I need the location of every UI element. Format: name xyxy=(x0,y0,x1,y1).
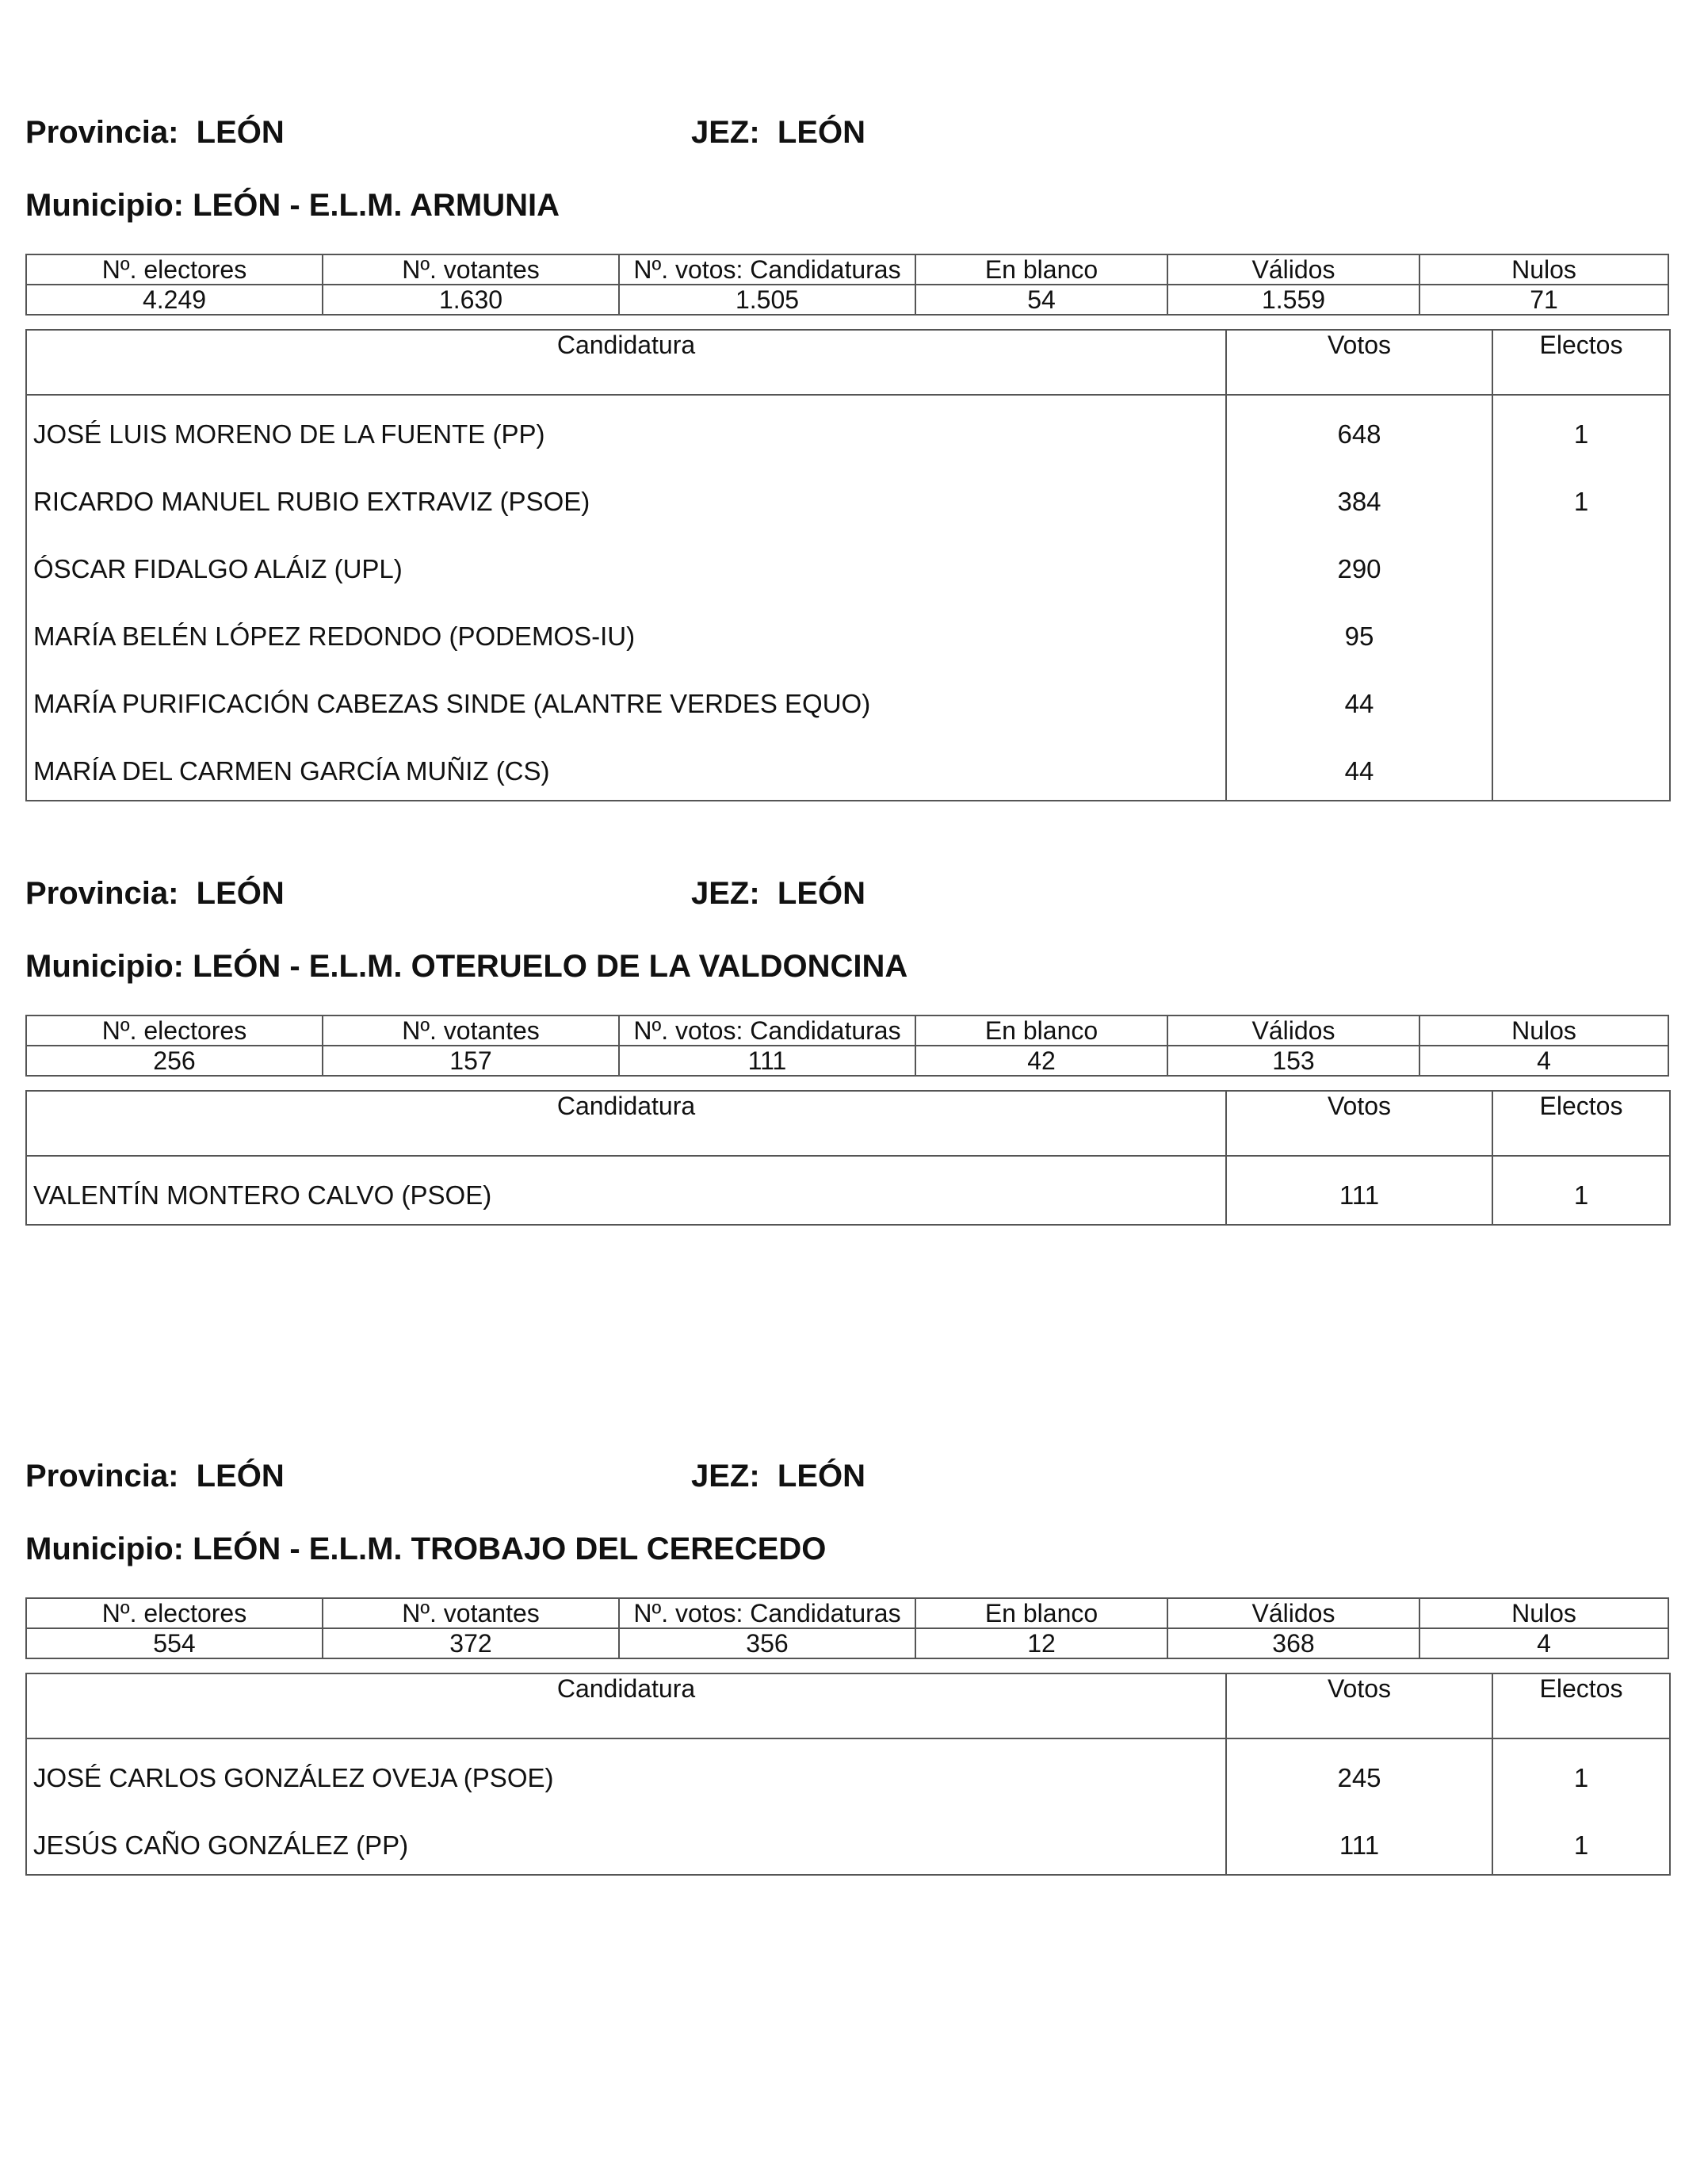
provincia-value: LEÓN xyxy=(196,1459,285,1494)
candidate-row xyxy=(27,598,1669,665)
candidates-body xyxy=(27,396,1669,800)
candidates-body xyxy=(27,1739,1669,1874)
jez xyxy=(691,876,865,912)
municipio xyxy=(25,1532,826,1567)
candidate-elected: 1 xyxy=(1573,419,1589,449)
candidate-elected: 1 xyxy=(1573,1180,1589,1210)
header-electos: Electos xyxy=(1539,331,1623,359)
stats-header: Nº. votos: Candidaturas xyxy=(619,254,915,285)
stats-value: 1.630 xyxy=(323,285,619,315)
stats-value: 256 xyxy=(26,1046,323,1076)
results-section-armunia xyxy=(25,115,1668,786)
header-votos: Votos xyxy=(1227,331,1493,394)
stats-value-row xyxy=(26,1628,1668,1658)
candidate-votes: 384 xyxy=(1337,487,1381,516)
candidate-elected: 1 xyxy=(1573,1763,1589,1792)
section-header xyxy=(25,1459,1668,1506)
provincia xyxy=(25,1459,285,1494)
jez xyxy=(691,1459,865,1494)
candidate-name: RICARDO MANUEL RUBIO EXTRAVIZ (PSOE) xyxy=(33,487,590,516)
stats-value: 12 xyxy=(915,1628,1167,1658)
jez xyxy=(691,115,865,151)
stats-header: Nº. electores xyxy=(26,1016,323,1046)
stats-value: 111 xyxy=(619,1046,915,1076)
candidate-votes: 44 xyxy=(1344,689,1374,718)
header-candidatura: Candidatura xyxy=(27,331,1227,394)
candidate-name: JOSÉ CARLOS GONZÁLEZ OVEJA (PSOE) xyxy=(33,1763,554,1792)
stats-value: 4 xyxy=(1419,1628,1668,1658)
stats-value: 42 xyxy=(915,1046,1167,1076)
candidate-name: ÓSCAR FIDALGO ALÁIZ (UPL) xyxy=(33,554,403,583)
municipio-value: LEÓN - E.L.M. ARMUNIA xyxy=(193,188,560,223)
candidate-votes: 44 xyxy=(1344,756,1374,786)
candidate-row xyxy=(27,463,1669,530)
candidate-name: MARÍA PURIFICACIÓN CABEZAS SINDE (ALANTRE VERDES EQUO) xyxy=(33,689,871,718)
municipio-value: LEÓN - E.L.M. OTERUELO DE LA VALDONCINA xyxy=(193,949,908,984)
stats-header: En blanco xyxy=(915,1016,1167,1046)
header-votos: Votos xyxy=(1227,1674,1493,1738)
municipio-label: Municipio: xyxy=(25,188,184,223)
candidate-name: JOSÉ LUIS MORENO DE LA FUENTE (PP) xyxy=(33,419,545,449)
candidates-table xyxy=(25,1673,1671,1876)
provincia xyxy=(25,115,285,151)
candidate-name: JESÚS CAÑO GONZÁLEZ (PP) xyxy=(33,1830,409,1860)
provincia-label: Provincia: xyxy=(25,876,179,911)
candidate-name: MARÍA BELÉN LÓPEZ REDONDO (PODEMOS-IU) xyxy=(33,622,636,651)
candidate-votes: 648 xyxy=(1337,419,1381,449)
candidate-name: VALENTÍN MONTERO CALVO (PSOE) xyxy=(33,1180,492,1210)
stats-header: Válidos xyxy=(1167,254,1419,285)
candidate-votes: 95 xyxy=(1344,622,1374,651)
header-candidatura: Candidatura xyxy=(27,1092,1227,1155)
jez-label: JEZ: xyxy=(691,115,760,150)
candidates-header xyxy=(27,331,1669,396)
stats-value: 356 xyxy=(619,1628,915,1658)
candidate-row xyxy=(27,1739,1669,1807)
candidate-votes: 111 xyxy=(1339,1180,1380,1210)
provincia-label: Provincia: xyxy=(25,115,179,150)
provincia-value: LEÓN xyxy=(196,115,285,150)
stats-table xyxy=(25,1015,1669,1077)
header-electos: Electos xyxy=(1539,1092,1623,1120)
stats-header: En blanco xyxy=(915,254,1167,285)
stats-header: En blanco xyxy=(915,1598,1167,1628)
header-candidatura: Candidatura xyxy=(27,1674,1227,1738)
candidate-name: MARÍA DEL CARMEN GARCÍA MUÑIZ (CS) xyxy=(33,756,550,786)
stats-value: 153 xyxy=(1167,1046,1419,1076)
candidate-votes: 111 xyxy=(1339,1830,1380,1860)
municipio-label: Municipio: xyxy=(25,1532,184,1566)
stats-value-row xyxy=(26,285,1668,315)
stats-header-row xyxy=(26,1598,1668,1628)
candidate-row xyxy=(27,1157,1669,1224)
header-votos: Votos xyxy=(1227,1092,1493,1155)
stats-table xyxy=(25,1597,1669,1659)
stats-header: Nulos xyxy=(1419,254,1668,285)
jez-label: JEZ: xyxy=(691,876,760,911)
stats-header-row xyxy=(26,254,1668,285)
stats-value: 157 xyxy=(323,1046,619,1076)
stats-value: 4 xyxy=(1419,1046,1668,1076)
results-section-oteruelo xyxy=(25,876,1668,1210)
candidates-table xyxy=(25,1090,1671,1226)
stats-value: 1.505 xyxy=(619,285,915,315)
jez-label: JEZ: xyxy=(691,1459,760,1494)
stats-header: Nº. electores xyxy=(26,254,323,285)
candidates-header xyxy=(27,1674,1669,1739)
candidate-row xyxy=(27,530,1669,598)
candidates-table xyxy=(25,329,1671,801)
stats-header: Nº. electores xyxy=(26,1598,323,1628)
stats-header: Nº. votos: Candidaturas xyxy=(619,1598,915,1628)
section-header xyxy=(25,876,1668,924)
stats-header: Válidos xyxy=(1167,1598,1419,1628)
jez-value: LEÓN xyxy=(777,1459,866,1494)
stats-value: 368 xyxy=(1167,1628,1419,1658)
stats-value: 1.559 xyxy=(1167,285,1419,315)
candidate-votes: 290 xyxy=(1337,554,1381,583)
candidate-row xyxy=(27,665,1669,732)
stats-value: 372 xyxy=(323,1628,619,1658)
header-electos: Electos xyxy=(1539,1674,1623,1703)
stats-header: Nº. votantes xyxy=(323,254,619,285)
jez-value: LEÓN xyxy=(777,115,866,150)
stats-value: 54 xyxy=(915,285,1167,315)
candidates-body xyxy=(27,1157,1669,1224)
candidate-elected: 1 xyxy=(1573,487,1589,516)
stats-header-row xyxy=(26,1016,1668,1046)
municipio-value: LEÓN - E.L.M. TROBAJO DEL CERECEDO xyxy=(193,1532,827,1566)
stats-value: 71 xyxy=(1419,285,1668,315)
candidate-elected: 1 xyxy=(1573,1830,1589,1860)
stats-header: Nº. votantes xyxy=(323,1016,619,1046)
municipio xyxy=(25,188,560,224)
candidate-votes: 245 xyxy=(1337,1763,1381,1792)
stats-table xyxy=(25,254,1669,316)
stats-header: Nulos xyxy=(1419,1598,1668,1628)
stats-header: Nº. votantes xyxy=(323,1598,619,1628)
results-section-trobajo xyxy=(25,1459,1668,1860)
stats-header: Válidos xyxy=(1167,1016,1419,1046)
municipio-label: Municipio: xyxy=(25,949,184,984)
stats-value-row xyxy=(26,1046,1668,1076)
stats-header: Nº. votos: Candidaturas xyxy=(619,1016,915,1046)
stats-value: 4.249 xyxy=(26,285,323,315)
jez-value: LEÓN xyxy=(777,876,866,911)
candidate-row xyxy=(27,1807,1669,1874)
stats-header: Nulos xyxy=(1419,1016,1668,1046)
stats-value: 554 xyxy=(26,1628,323,1658)
candidates-header xyxy=(27,1092,1669,1157)
candidate-row xyxy=(27,396,1669,463)
provincia xyxy=(25,876,285,912)
municipio xyxy=(25,949,907,985)
section-header xyxy=(25,115,1668,163)
provincia-value: LEÓN xyxy=(196,876,285,911)
candidate-row xyxy=(27,732,1669,800)
provincia-label: Provincia: xyxy=(25,1459,179,1494)
